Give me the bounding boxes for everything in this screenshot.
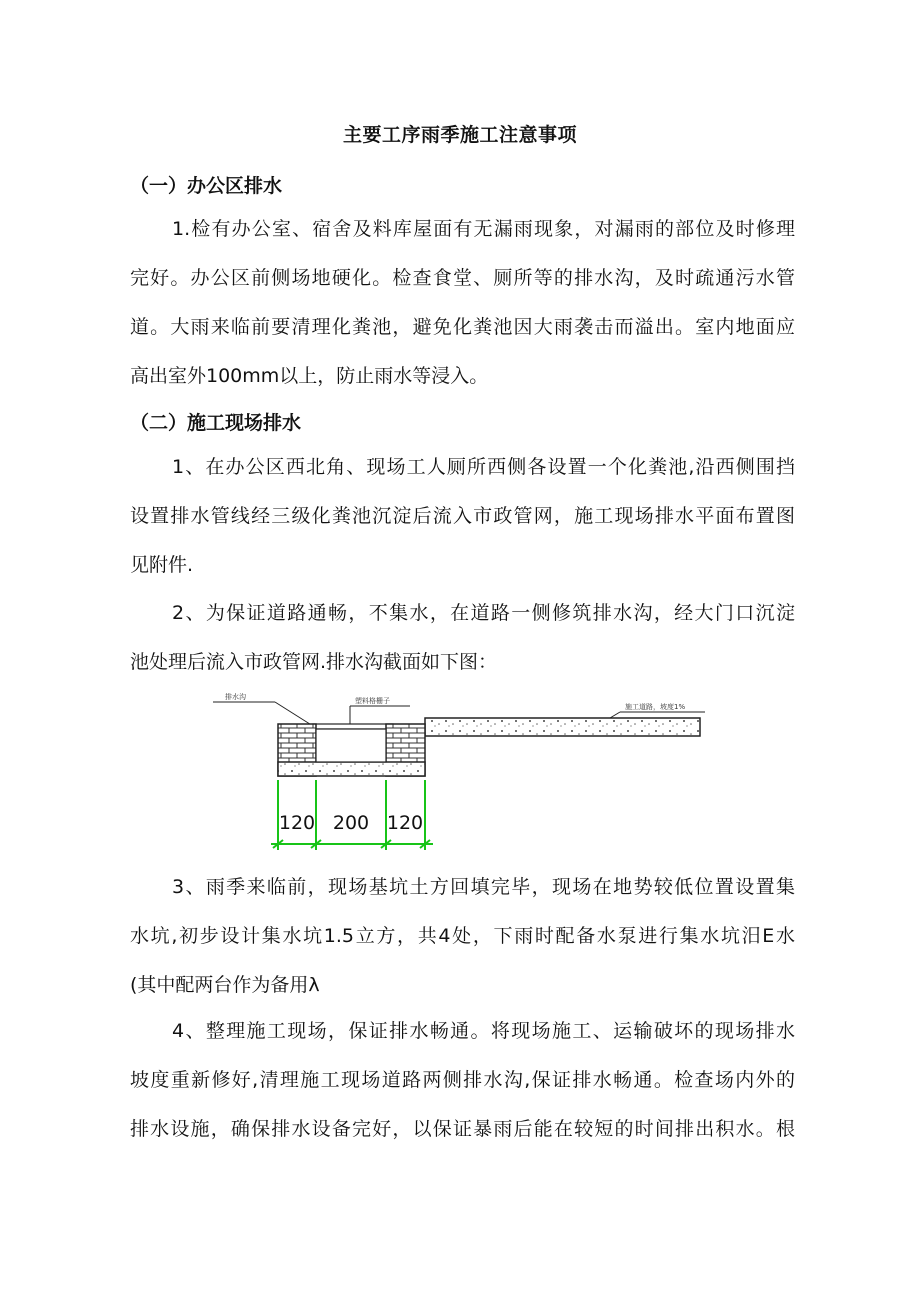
text-line: 池处理后流入市政管网.排水沟截面如下图：: [130, 651, 498, 673]
road-slab: [425, 718, 700, 736]
leader-label-ditch: [213, 692, 313, 726]
document-title: 主要工序雨季施工注意事项: [342, 124, 577, 146]
text-line: 排水设施，确保排水设备完好，以保证暴雨后能在较短的时间排出积水。根: [130, 1118, 795, 1140]
text-line: (其中配两台作为备用λ: [130, 974, 320, 996]
label-grate: 塑料格栅子: [355, 697, 390, 705]
dimension-middle: 200: [332, 812, 370, 834]
section-heading-site-drainage: （二）施工现场排水: [130, 412, 302, 434]
paragraph-item-2: [130, 589, 795, 687]
text-line: 道。大雨来临前要清理化粪池，避免化粪池因大雨袭击而溢出。室内地面应: [130, 316, 795, 338]
text-line: 水坑,初步设计集水坑1.5立方，共4处，下雨时配备水泵进行集水坑汨E水: [130, 925, 795, 947]
label-road: 施工道路，坡度1%: [625, 703, 686, 711]
text-line: 4、整理施工现场，保证排水畅通。将现场施工、运输破坏的现场排水: [172, 1020, 795, 1042]
label-ditch: 排水沟: [225, 693, 246, 701]
leader-label-grate: [350, 696, 410, 724]
text-line: 2、为保证道路通畅，不集水，在道路一侧修筑排水沟，经大门口沉淀: [172, 602, 795, 624]
paragraph-item-4: [130, 1007, 795, 1154]
text-line: 完好。办公区前侧场地硬化。检查食堂、厕所等的排水沟，及时疏通污水管: [130, 267, 795, 289]
text-line: 坡度重新修好,清理施工现场道路两侧排水沟,保证排水畅通。检查场内外的: [130, 1069, 795, 1091]
drainage-ditch-section-figure: [205, 688, 705, 853]
paragraph-item-3: [130, 863, 795, 1010]
text-line: 3、雨季来临前，现场基坑土方回填完毕，现场在地势较低位置设置集: [172, 876, 795, 898]
text-line: 高出室外100mm以上，防止雨水等浸入。: [130, 365, 489, 387]
dimension-left: 120: [278, 812, 316, 834]
paragraph-item-1: [130, 443, 795, 590]
dimension-right: 120: [386, 812, 424, 834]
text-line: 1.检有办公室、宿舍及料库屋面有无漏雨现象，对漏雨的部位及时修理: [172, 218, 795, 240]
paragraph-office-drainage: [130, 205, 795, 401]
grate-cover: [313, 724, 393, 729]
text-line: 1、在办公区西北角、现场工人厕所西侧各设置一个化粪池,沿西侧围挡: [172, 456, 795, 478]
text-line: 见附件.: [130, 554, 194, 576]
text-line: 设置排水管线经三级化粪池沉淀后流入市政管网，施工现场排水平面布置图: [130, 505, 795, 527]
ditch-channel: [316, 729, 386, 762]
section-heading-office-drainage: （一）办公区排水: [130, 175, 283, 197]
ditch-bottom: [278, 762, 425, 776]
